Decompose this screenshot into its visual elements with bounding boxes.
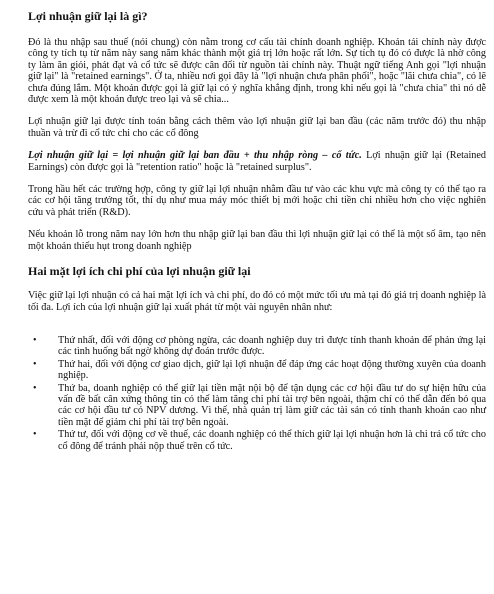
bullet-icon: • (33, 334, 37, 346)
bullet-icon: • (33, 429, 37, 441)
section-title-benefits-costs: Hai mặt lợi ích chi phí của lợi nhuận giữ lại (28, 264, 251, 279)
benefits-list (28, 335, 486, 452)
list-item-text: Thứ nhất, đối với động cơ phòng ngừa, các doanh nghiệp duy trì được tính thanh khoản để phản ứng lại các tình huống bất ngờ không dự đoán trước được. (58, 334, 486, 358)
formula-paragraph (28, 150, 486, 173)
section-title-what-is-retained-earnings: Lợi nhuận giữ lại là gì? (28, 9, 148, 23)
negative-earnings-paragraph: Nếu khoản lỗ trong năm nay lớn hơn thu nhập giữ lại ban đầu thì lợi nhuận giữ lại có thể là một số âm, tạo nên một khoản thiếu hụt trong doanh nghiệp (28, 229, 486, 252)
retention-ratio-text: Lợi nhuận giữ lại (Retained Earnings) còn được gọi là "retention ratio" hoặc là "retained surplus". (28, 150, 486, 173)
formula-text: Lợi nhuận giữ lại = lợi nhuận giữ lại ban đầu + thu nhập ròng – cổ tức. (28, 150, 362, 162)
definition-paragraph: Đó là thu nhập sau thuế (nói chung) còn nằm trong cơ cấu tài chính doanh nghiệp. Khoản tái chính này được công ty tích tụ từ năm này sang năm khác thành một giá trị lớn hoặc rất lớn. Sự tích tụ đó có được là nhờ công ty làm ăn giỏi, phát đạt và cổ tức sẽ được cân đối từ nguồn tài chính này. Thuật ngữ tiếng Anh gọi "lợi nhuận giữ lại" là "retained earnings". Ở ta, nhiều nơi gọi đây là "lợi nhuận chưa phân phối", hoặc "lãi chưa chia", có lẽ chưa đúng lắm. Một khoản được gọi là giữ lại có ý nghĩa khẳng định, trong khi nếu gọi là "chưa chia" thì nó dễ được xem là một khoản được treo lại và sẽ chia... (28, 37, 486, 106)
investment-paragraph: Trong hầu hết các trường hợp, công ty giữ lại lợi nhuận nhằm đầu tư vào các khu vực mà công ty có thể tạo ra các cơ hội tăng trưởng tốt, thí dụ như mua máy móc thiết bị mới hoặc chi tiền chi nhiều hơn cho việc nghiên cứu và phát triển (R&D). (28, 184, 486, 218)
list-item (33, 429, 486, 452)
bullet-icon: • (33, 358, 37, 370)
benefits-intro-paragraph: Việc giữ lại lợi nhuận có cả hai mặt lợi ích và chi phí, do đó có một mức tối ưu mà tại đó giá trị doanh nghiệp là tối đa. Lợi ích của lợi nhuận giữ lại xuất phát từ một vài nguyên nhân như: (28, 290, 486, 313)
list-item (33, 334, 486, 358)
list-item-text: Thứ hai, đối với động cơ giao dịch, giữ lại lợi nhuận để đáp ứng các hoạt động thường xuyên của doanh nghiệp. (58, 358, 486, 382)
list-item-text: Thứ ba, doanh nghiệp có thể giữ lại tiền mặt nội bộ để tận dụng các cơ hội đầu tư do sự hiện hữu của vấn đề bất cân xứng thông tin có thể làm tăng chi phí tài trợ bên ngoài, thậm chí có thể dẫn đến bỏ qua các cơ hội đầu tư có NPV dương. Vì thế, nhà quản trị làm giữ các tài sản có tính thanh khoản cao như tiền mặt để giảm chi phí tài trợ bên ngoài. (58, 382, 486, 428)
bullet-icon: • (33, 382, 37, 394)
list-item-text: Thứ tư, đối với động cơ về thuế, các doanh nghiệp có thể thích giữ lại lợi nhuận hơn là chi trả cổ tức cho cổ đông để tránh phải nộp thuế trên cổ tức. (58, 429, 486, 452)
list-item (33, 358, 486, 382)
list-item (33, 382, 486, 429)
calculation-paragraph: Lợi nhuận giữ lại được tính toán bằng cách thêm vào lợi nhuận giữ lại ban đầu (các năm trước đó) thu nhập thuần và trừ đi cổ tức chi cho các cổ đông (28, 116, 486, 139)
